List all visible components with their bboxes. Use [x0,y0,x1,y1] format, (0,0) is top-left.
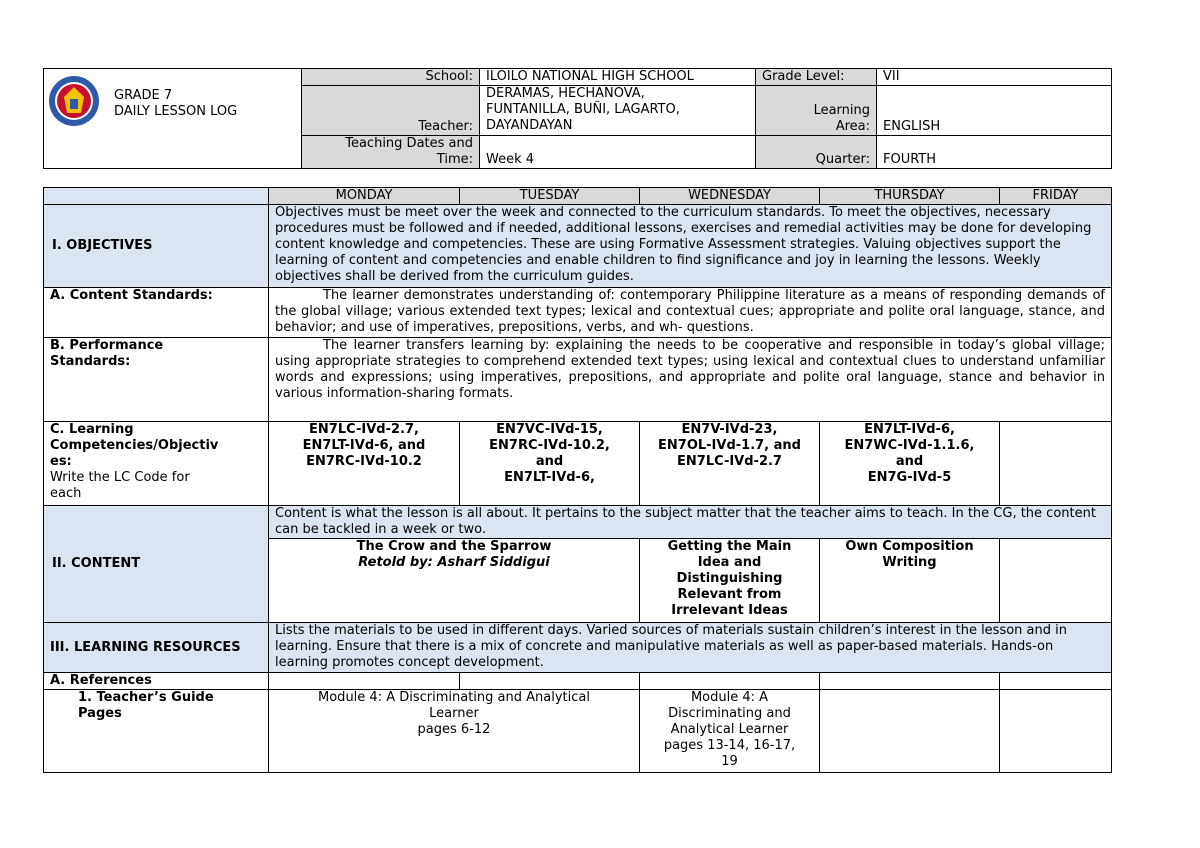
references-friday [1000,673,1112,690]
school-value: ILOILO NATIONAL HIGH SCHOOL [480,69,756,86]
grade-level-value: VII [877,69,1112,86]
teacher-value: DERAMAS, HECHANOVA, FUNTANILLA, BUÑI, LAGARTO, DAYANDAYAN [480,86,756,136]
competencies-friday [1000,422,1112,506]
teachers-guide-mon-tue: Module 4: A Discriminating and Analytical Learner pages 6-12 [269,690,640,773]
content-standards-text: The learner demonstrates understanding of: contemporary Philippine literature as a means of responding demands of the global village; various extended text types; lexical and contextual cues; appropriate and polite oral language, stance, and behavior; and use of imperatives, prepositions, verbs, and wh- questions. [269,288,1112,338]
day-header-thursday: THURSDAY [820,188,1000,205]
content-text: Content is what the lesson is all about. It pertains to the subject matter that the teacher aims to teach. In the CG, the content can be tackled in a week or two. [269,506,1112,539]
header-table [43,68,1112,169]
content-label: II. CONTENT [44,506,269,623]
grade-level-label: Grade Level: [756,69,877,86]
corner-cell [44,188,269,205]
day-header-monday: MONDAY [269,188,460,205]
references-tuesday [460,673,640,690]
dates-value: Week 4 [480,136,756,169]
objectives-text: Objectives must be meet over the week and connected to the curriculum standards. To meet the objectives, necessary procedures must be followed and if needed, additional lessons, exercises and remedial activities may be done for developing content knowledge and competencies. These are using Formative Assessment strategies. Valuing objectives support the learning of content and competencies and enable children to find significance and joy in learning the lessons. Weekly objectives shall be derived from the curriculum guides. [269,205,1112,288]
content-friday [1000,539,1112,623]
quarter-label: Quarter: [756,136,877,169]
teachers-guide-label: 1. Teacher’s Guide Pages [44,690,269,773]
teacher-label: Teacher: [302,86,480,136]
content-story-author: Retold by: Asharf Siddigui [358,555,550,570]
deped-seal-icon [48,75,100,127]
references-label: A. References [44,673,269,690]
competencies-thursday: EN7LT-IVd-6, EN7WC-IVd-1.1.6, and EN7G-IVd-5 [820,422,1000,506]
quarter-value: FOURTH [877,136,1112,169]
teachers-guide-friday [1000,690,1112,773]
references-wednesday [640,673,820,690]
resources-text: Lists the materials to be used in different days. Varied sources of materials sustain children’s interest in the lesson and in learning. Ensure that there is a mix of concrete and manipulative materials as well as paper-based materials. Hands-on learning promotes concept development. [269,623,1112,673]
performance-standards-text: The learner transfers learning by: explaining the needs to be cooperative and responsible in today’s global village; using appropriate strategies to comprehend extended text types; using lexical and contextual clues to understand unfamiliar words and expressions; using imperatives, prepositions, and appropriate and polite oral language, stance and behavior in various information-sharing formats. [269,338,1112,422]
competencies-tuesday: EN7VC-IVd-15, EN7RC-IVd-10.2, and EN7LT-IVd-6, [460,422,640,506]
teachers-guide-wednesday: Module 4: A Discriminating and Analytical Learner pages 13-14, 16-17, 19 [640,690,820,773]
references-monday [269,673,460,690]
content-standards-label: A. Content Standards: [44,288,269,338]
dates-label: Teaching Dates and Time: [302,136,480,169]
school-label: School: [302,69,480,86]
header-logo-cell [44,69,302,169]
competencies-label: C. Learning Competencies/Objectiv es: [50,422,219,469]
learning-area-value: ENGLISH [877,86,1112,136]
learning-area-label: Learning Area: [756,86,877,136]
teachers-guide-thursday [820,690,1000,773]
content-story-title: The Crow and the Sparrow [356,539,552,554]
resources-label: III. LEARNING RESOURCES [44,623,269,673]
grade-title: GRADE 7 [114,88,173,103]
log-title: DAILY LESSON LOG [114,104,238,119]
references-thursday [820,673,1000,690]
content-wednesday: Getting the Main Idea and Distinguishing Relevant from Irrelevant Ideas [640,539,820,623]
day-header-friday: FRIDAY [1000,188,1112,205]
lesson-table [43,187,1112,773]
performance-standards-label: B. Performance Standards: [44,338,269,422]
objectives-label: I. OBJECTIVES [44,205,269,288]
day-header-wednesday: WEDNESDAY [640,188,820,205]
competencies-note: Write the LC Code for each [50,470,190,501]
day-header-tuesday: TUESDAY [460,188,640,205]
competencies-wednesday: EN7V-IVd-23, EN7OL-IVd-1.7, and EN7LC-IVd-2.7 [640,422,820,506]
competencies-monday: EN7LC-IVd-2.7, EN7LT-IVd-6, and EN7RC-IVd-10.2 [269,422,460,506]
content-thursday: Own Composition Writing [820,539,1000,623]
